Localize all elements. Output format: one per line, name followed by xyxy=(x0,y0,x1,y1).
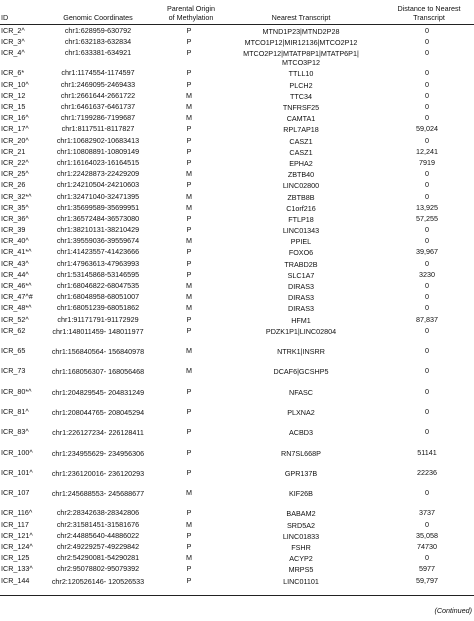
row-coords: chr1:2661644-2661722 xyxy=(60,90,136,100)
row-id: ICR_62 xyxy=(1,325,26,335)
row-coords: chr1:24210504-24210603 xyxy=(56,180,140,190)
row-distance: 0 xyxy=(425,191,429,201)
row-distance: 13,925 xyxy=(416,202,438,212)
row-distance: 39,967 xyxy=(416,247,438,257)
table-row xyxy=(0,112,474,123)
row-distance: 0 xyxy=(425,303,429,313)
row-distance: 0 xyxy=(425,488,429,498)
row-transcript: NFASC xyxy=(289,387,313,397)
table-row xyxy=(0,235,474,246)
row-id: ICR_17^ xyxy=(1,124,29,134)
row-id: ICR_80*^ xyxy=(1,386,32,396)
row-distance: 0 xyxy=(425,135,429,145)
row-origin: P xyxy=(186,314,192,324)
table-row xyxy=(0,191,474,202)
row-origin: P xyxy=(186,269,192,279)
row-origin: P xyxy=(186,225,192,235)
table-row xyxy=(0,303,474,314)
row-distance: 51141 xyxy=(417,447,437,457)
row-distance: 0 xyxy=(425,553,429,563)
table-row xyxy=(0,68,474,79)
table-row xyxy=(0,366,474,386)
table-row xyxy=(0,325,474,345)
row-transcript: TNFRSF25 xyxy=(282,103,320,113)
row-origin: P xyxy=(186,508,192,518)
row-origin: P xyxy=(186,427,192,437)
table-row xyxy=(0,224,474,235)
table-row xyxy=(0,487,474,507)
row-id: ICR_73 xyxy=(1,366,26,376)
row-distance: 0 xyxy=(425,346,429,356)
row-distance: 3230 xyxy=(419,269,435,279)
row-coords: chr1:2469095-2469433 xyxy=(60,79,136,89)
row-origin: M xyxy=(186,236,192,246)
row-coords: chr1:10808891-10809149 xyxy=(56,146,140,156)
row-origin: P xyxy=(186,542,192,552)
row-origin: M xyxy=(186,488,192,498)
row-coords: chr1:236120016- 236120293 xyxy=(51,468,145,478)
row-distance: 0 xyxy=(425,236,429,246)
row-coords: chr1:156840564- 156840978 xyxy=(51,347,145,357)
row-origin: P xyxy=(186,79,192,89)
row-id: ICR_20^ xyxy=(1,135,29,145)
row-distance: 0 xyxy=(425,36,429,46)
row-origin: P xyxy=(186,575,192,585)
row-origin: P xyxy=(186,25,192,35)
row-coords: chr1:8117511-8117827 xyxy=(61,124,135,134)
table-row xyxy=(0,519,474,530)
row-id: ICR_36^ xyxy=(1,213,29,223)
row-distance: 0 xyxy=(425,292,429,302)
row-id: ICR_35^ xyxy=(1,202,29,212)
table-row xyxy=(0,269,474,280)
row-coords: chr1:1174554-1174597 xyxy=(61,68,135,78)
row-transcript: FSHR xyxy=(291,543,311,553)
row-transcript: FOXO6 xyxy=(288,248,314,258)
table-row xyxy=(0,552,474,563)
row-distance: 59,024 xyxy=(416,124,438,134)
row-id: ICR_47^# xyxy=(1,292,33,302)
row-origin: M xyxy=(186,169,192,179)
row-origin: M xyxy=(186,281,192,291)
row-transcript: DIRAS3 xyxy=(288,304,314,314)
row-id: ICR_44^ xyxy=(1,269,29,279)
row-transcript: CAMTA1 xyxy=(286,114,316,124)
row-coords: chr1:633381-634921 xyxy=(64,48,132,58)
row-distance: 12,241 xyxy=(416,146,438,156)
header-coords: Genomic Coordinates xyxy=(63,12,133,22)
row-distance: 0 xyxy=(425,519,429,529)
row-coords: chr1:168056307- 168056468 xyxy=(51,367,145,377)
row-distance: 3737 xyxy=(419,508,435,518)
row-distance: 0 xyxy=(425,366,429,376)
row-coords: chr1:39559036-39559674 xyxy=(56,236,140,246)
table-row xyxy=(0,79,474,90)
row-transcript: DIRAS3 xyxy=(288,293,314,303)
table-row xyxy=(0,213,474,224)
table-row xyxy=(0,202,474,213)
table-row xyxy=(0,124,474,135)
table-row xyxy=(0,180,474,191)
row-id: ICR_125 xyxy=(1,553,30,563)
row-transcript: TTC34 xyxy=(290,91,312,101)
row-origin: P xyxy=(186,386,192,396)
row-coords: chr1:208044765- 208045294 xyxy=(51,407,145,417)
row-coords: chr1:204829545- 204831249 xyxy=(51,387,145,397)
table-row xyxy=(0,467,474,487)
row-id: ICR_10^ xyxy=(1,79,29,89)
row-coords: chr1:234955629- 234956306 xyxy=(51,448,145,458)
row-id: ICR_16^ xyxy=(1,113,29,123)
row-distance: 57,255 xyxy=(416,213,438,223)
row-coords: chr2:44885640-44886022 xyxy=(56,530,140,540)
header-origin: Parental Origin of Methylation xyxy=(167,4,215,22)
row-distance: 0 xyxy=(425,169,429,179)
row-transcript: PPIEL xyxy=(290,237,312,247)
row-distance: 0 xyxy=(425,180,429,190)
table-row xyxy=(0,345,474,365)
row-id: ICR_81^ xyxy=(1,406,29,416)
row-id: ICR_4^ xyxy=(1,48,25,58)
table-row xyxy=(0,575,474,595)
row-distance: 0 xyxy=(425,113,429,123)
row-coords: chr1:628959-630792 xyxy=(64,25,132,35)
row-transcript: CASZ1 xyxy=(289,147,313,157)
row-origin: P xyxy=(186,180,192,190)
table-row xyxy=(0,135,474,146)
row-origin: M xyxy=(186,519,192,529)
row-coords: chr2:31581451-31581676 xyxy=(56,519,140,529)
table-row xyxy=(0,90,474,101)
row-distance: 0 xyxy=(425,325,429,335)
row-coords: chr1:245688553- 245688677 xyxy=(51,489,145,499)
row-id: ICR_22^ xyxy=(1,157,29,167)
row-transcript: GPR137B xyxy=(284,468,318,478)
header-id: ID xyxy=(1,12,9,22)
row-origin: P xyxy=(186,467,192,477)
table-row xyxy=(0,386,474,406)
row-transcript: C1orf216 xyxy=(286,203,316,213)
row-transcript: LINC01343 xyxy=(282,226,320,236)
row-transcript: KIF26B xyxy=(289,489,313,499)
row-coords: chr1:226127234- 226128411 xyxy=(52,428,144,438)
table-row xyxy=(0,447,474,467)
row-coords: chr2:120526146- 120526533 xyxy=(51,576,145,586)
row-id: ICR_2^ xyxy=(1,25,25,35)
row-distance: 0 xyxy=(425,102,429,112)
row-coords: chr1:32471040-32471395 xyxy=(56,191,140,201)
row-id: ICR_101^ xyxy=(1,467,33,477)
row-distance: 0 xyxy=(425,427,429,437)
row-transcript: TRABD2B xyxy=(284,259,318,269)
row-origin: P xyxy=(186,406,192,416)
table-row xyxy=(0,25,474,36)
row-transcript: PLXNA2 xyxy=(287,407,315,417)
row-origin: M xyxy=(186,553,192,563)
table-body xyxy=(0,25,474,595)
row-origin: P xyxy=(186,135,192,145)
row-transcript: LINC02800 xyxy=(282,181,320,191)
row-distance: 0 xyxy=(425,258,429,268)
row-id: ICR_117 xyxy=(1,519,29,529)
table-row xyxy=(0,564,474,575)
row-coords: chr2:28342638-28342806 xyxy=(56,508,140,518)
row-origin: P xyxy=(186,124,192,134)
table-row xyxy=(0,101,474,112)
row-id: ICR_3^ xyxy=(1,36,25,46)
row-transcript: LINC01833 xyxy=(282,531,320,541)
row-transcript: MRPS5 xyxy=(288,565,314,575)
row-origin: M xyxy=(186,191,192,201)
row-id: ICR_133^ xyxy=(1,564,33,574)
row-transcript: FTLP18 xyxy=(288,214,314,224)
row-distance: 0 xyxy=(425,48,429,58)
table-row xyxy=(0,47,474,67)
row-coords: chr1:7199286-7199687 xyxy=(60,113,136,123)
table-row xyxy=(0,258,474,269)
row-coords: chr1:47963613-47963993 xyxy=(56,258,140,268)
row-id: ICR_32*^ xyxy=(1,191,32,201)
row-transcript: EPHA2 xyxy=(289,158,313,168)
row-transcript: PLCH2 xyxy=(289,80,313,90)
row-id: ICR_40^ xyxy=(1,236,29,246)
row-coords: chr1:148011459- 148011977 xyxy=(52,326,144,336)
row-id: ICR_116^ xyxy=(1,508,33,518)
row-origin: M xyxy=(186,202,192,212)
row-id: ICR_12 xyxy=(1,90,26,100)
row-coords: chr1:68051239-68051862 xyxy=(56,303,140,313)
row-origin: P xyxy=(186,258,192,268)
table-bottom-rule xyxy=(0,595,474,596)
row-transcript: MTCO2P12|MTATP8P1|MTATP6P1| MTCO3P12 xyxy=(243,49,359,68)
row-distance: 0 xyxy=(425,386,429,396)
row-origin: M xyxy=(186,292,192,302)
row-distance: 0 xyxy=(425,79,429,89)
row-id: ICR_144 xyxy=(1,575,30,585)
row-id: ICR_100^ xyxy=(1,447,33,457)
row-distance: 0 xyxy=(425,25,429,35)
row-id: ICR_26 xyxy=(1,180,26,190)
row-transcript: ACBD3 xyxy=(289,428,313,438)
row-coords: chr1:68048958-68051007 xyxy=(56,292,140,302)
row-id: ICR_48*^ xyxy=(1,303,32,313)
table-row xyxy=(0,146,474,157)
table-row xyxy=(0,36,474,47)
row-origin: M xyxy=(186,346,192,356)
header-transcript: Nearest Transcript xyxy=(271,12,331,22)
row-transcript: MTCO1P12|MIR12136|MTCO2P12 xyxy=(244,37,358,47)
row-origin: P xyxy=(186,325,192,335)
table-row xyxy=(0,530,474,541)
row-transcript: MTND1P23|MTND2P28 xyxy=(262,26,340,36)
row-id: ICR_25^ xyxy=(1,169,29,179)
row-transcript: ACYP2 xyxy=(289,554,313,564)
row-id: ICR_107 xyxy=(1,488,30,498)
row-origin: P xyxy=(186,68,192,78)
table-row xyxy=(0,247,474,258)
row-origin: P xyxy=(186,564,192,574)
row-origin: M xyxy=(186,366,192,376)
table-row xyxy=(0,541,474,552)
row-id: ICR_124^ xyxy=(1,542,33,552)
row-transcript: ZBTB40 xyxy=(287,170,315,180)
row-origin: M xyxy=(186,90,192,100)
row-coords: chr1:22428873-22429209 xyxy=(56,169,140,179)
row-id: ICR_65 xyxy=(1,346,26,356)
row-coords: chr2:54290081-54290281 xyxy=(56,553,140,563)
row-transcript: DCAF6|GCSHP5 xyxy=(273,367,329,377)
row-transcript: SLC1A7 xyxy=(287,270,315,280)
row-transcript: SRD5A2 xyxy=(287,520,315,530)
row-coords: chr1:91171791-91172929 xyxy=(57,314,139,324)
row-origin: M xyxy=(186,102,192,112)
row-distance: 22236 xyxy=(417,467,437,477)
row-coords: chr2:49229257-49229842 xyxy=(56,542,140,552)
row-coords: chr1:6461637-6461737 xyxy=(60,102,136,112)
table-row xyxy=(0,406,474,426)
row-transcript: ZBTB8B xyxy=(287,192,315,202)
row-origin: P xyxy=(186,213,192,223)
row-transcript: RN7SL668P xyxy=(281,448,321,458)
row-distance: 7919 xyxy=(419,157,435,167)
row-distance: 0 xyxy=(425,281,429,291)
row-id: ICR_6* xyxy=(1,68,25,78)
row-origin: P xyxy=(186,48,192,58)
row-origin: P xyxy=(186,447,192,457)
row-distance: 0 xyxy=(425,90,429,100)
row-id: ICR_83^ xyxy=(1,427,29,437)
row-transcript: DIRAS3 xyxy=(288,282,314,292)
row-origin: M xyxy=(186,303,192,313)
row-transcript: CASZ1 xyxy=(289,136,313,146)
row-id: ICR_43^ xyxy=(1,258,29,268)
row-id: ICR_121^ xyxy=(1,530,33,540)
row-transcript: BABAM2 xyxy=(286,509,316,519)
row-transcript: LINC01101 xyxy=(283,576,319,586)
row-origin: P xyxy=(186,146,192,156)
row-coords: chr1:10682902-10683413 xyxy=(56,135,140,145)
row-id: ICR_21 xyxy=(1,146,26,156)
row-coords: chr1:35699589-35699951 xyxy=(56,202,140,212)
row-coords: chr1:38210131-38210429 xyxy=(56,225,140,235)
row-id: ICR_52^ xyxy=(1,314,29,324)
row-origin: P xyxy=(186,247,192,257)
table-row xyxy=(0,291,474,302)
continued-label: (Continued) xyxy=(434,606,472,615)
row-origin: P xyxy=(186,530,192,540)
table-row xyxy=(0,280,474,291)
row-coords: chr2:95078802-95079392 xyxy=(56,564,140,574)
row-origin: P xyxy=(186,157,192,167)
row-transcript: NTRK1|INSRR xyxy=(277,347,325,357)
table-row xyxy=(0,508,474,519)
row-coords: chr1:41423557-41423666 xyxy=(56,247,140,257)
row-coords: chr1:632183-632834 xyxy=(64,36,132,46)
row-distance: 74730 xyxy=(417,542,437,552)
row-transcript: HFM1 xyxy=(291,315,311,325)
row-coords: chr1:68046822-68047535 xyxy=(56,281,140,291)
table-row xyxy=(0,168,474,179)
row-distance: 5977 xyxy=(419,564,435,574)
row-origin: M xyxy=(186,113,192,123)
table-row xyxy=(0,426,474,446)
row-coords: chr1:53145868-53146595 xyxy=(56,269,140,279)
row-id: ICR_41*^ xyxy=(1,247,32,257)
row-id: ICR_39 xyxy=(1,225,26,235)
header-distance: Distance to Nearest Transcript xyxy=(397,4,461,22)
row-transcript: RPL7AP18 xyxy=(283,125,319,135)
row-distance: 0 xyxy=(425,225,429,235)
table-header xyxy=(0,0,474,25)
row-coords: chr1:36572484-36573080 xyxy=(56,213,140,223)
row-id: ICR_15 xyxy=(1,102,26,112)
table-row xyxy=(0,157,474,168)
row-distance: 35,058 xyxy=(416,530,438,540)
row-distance: 59,797 xyxy=(416,575,438,585)
row-origin: P xyxy=(186,36,192,46)
row-id: ICR_46*^ xyxy=(1,281,32,291)
row-distance: 0 xyxy=(425,406,429,416)
row-transcript: TTLL10 xyxy=(288,69,314,79)
row-distance: 0 xyxy=(425,68,429,78)
row-distance: 87,837 xyxy=(416,314,438,324)
table-row xyxy=(0,314,474,325)
row-coords: chr1:16164023-16164515 xyxy=(56,157,140,167)
row-transcript: PDZK1P1|LINC02804 xyxy=(265,326,337,336)
